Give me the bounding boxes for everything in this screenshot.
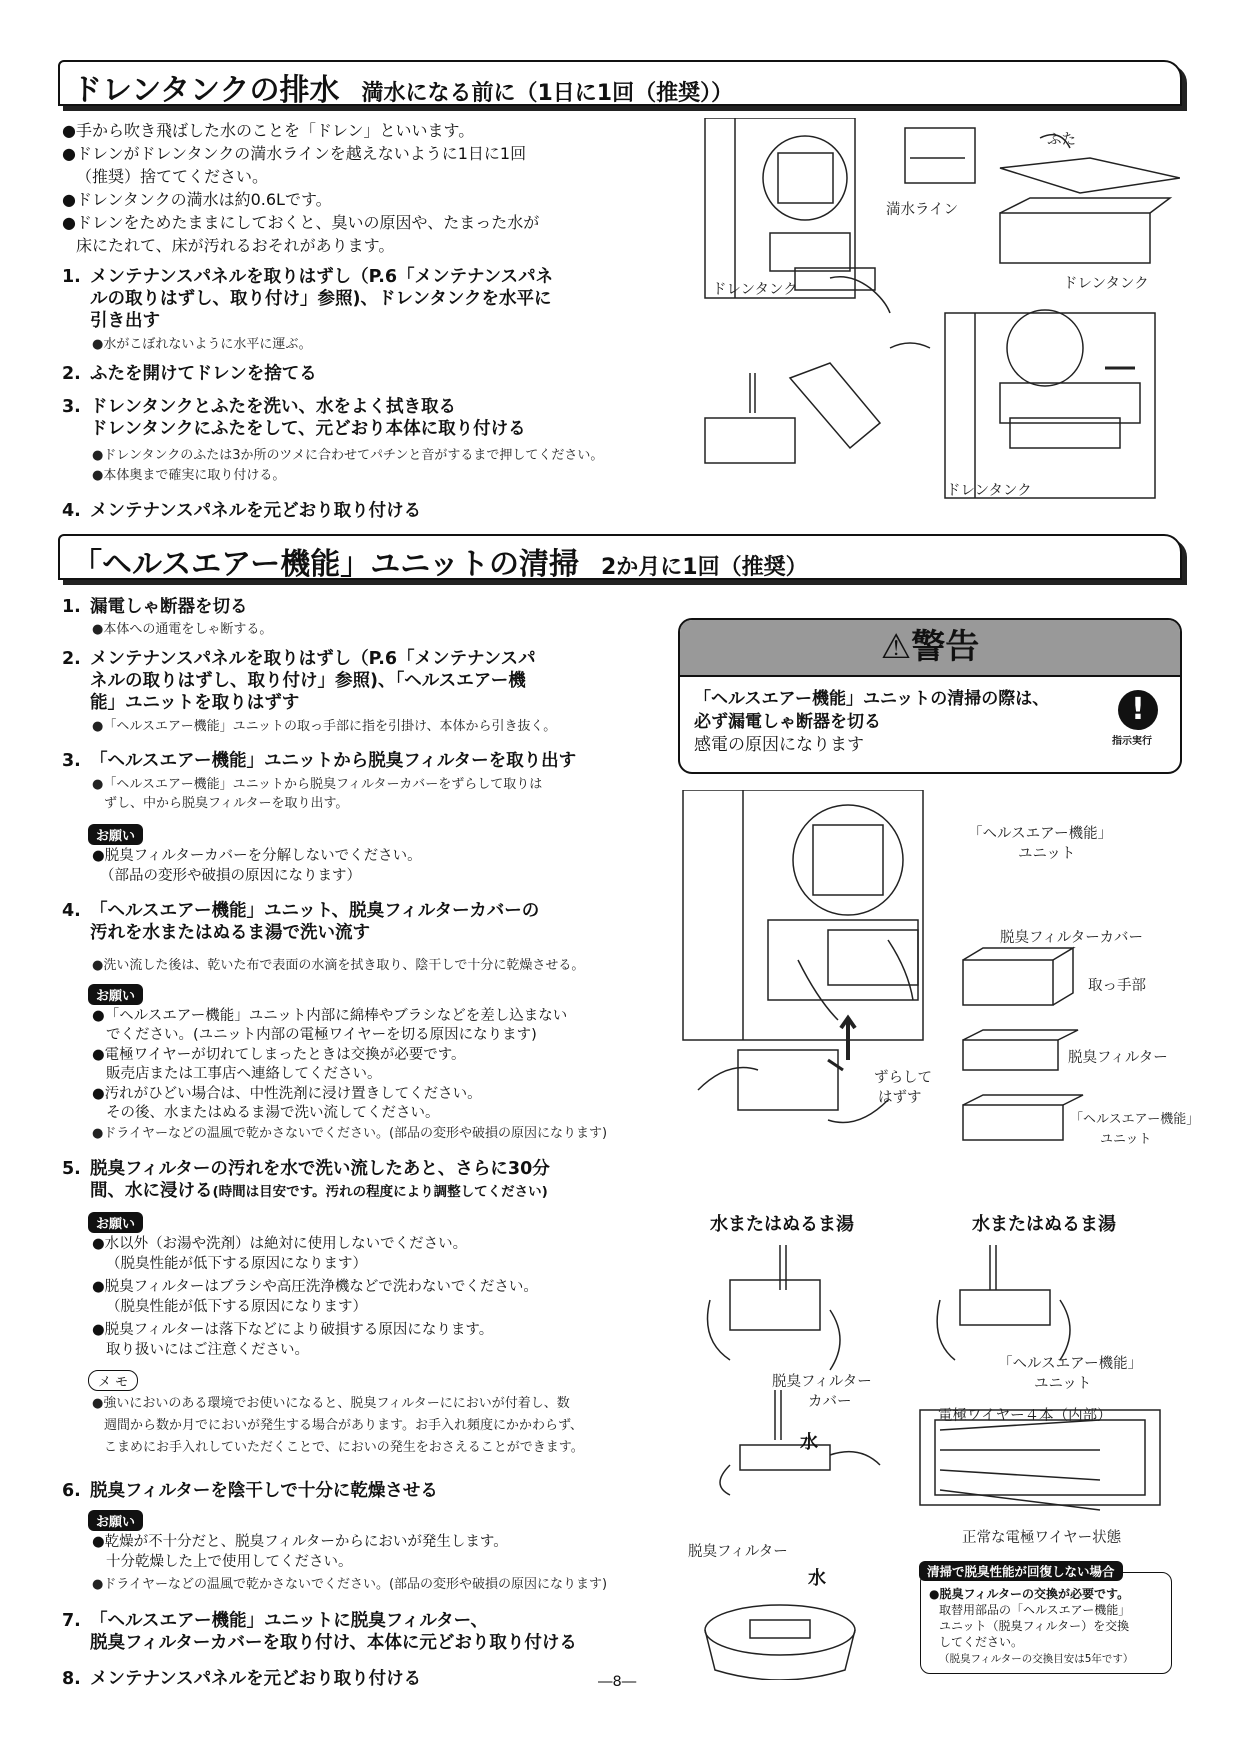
label-electrode-wire: 電極ワイヤー４本（内部） <box>938 1408 1112 1424</box>
label-filter-cover: カバー <box>808 1394 852 1410</box>
warning-line2: 必ず漏電しゃ断器を切る <box>694 712 881 732</box>
s1-step1: 1. メンテナンスパネルを取りはずし（P.6「メンテナンスパネ ルの取りはずし、取り付け」参照)、ドレンタンクを水平に 引き出す <box>62 267 554 331</box>
label-water-or-warm: 水またはぬるま湯 <box>710 1214 854 1235</box>
recovery-line: ●脱臭フィルターの交換が必要です。 <box>929 1587 1130 1601</box>
onegai2-line: 販売店または工事店へ連絡してください。 <box>106 1066 382 1082</box>
section1-header <box>58 60 1182 106</box>
s2-step3: 3. 「ヘルスエアー機能」ユニットから脱臭フィルターを取り出す <box>62 751 577 771</box>
onegai3-line: ●脱臭フィルターは落下などにより破損する原因になります。 <box>92 1322 494 1338</box>
s1-step1-note: ●水がこぼれないように水平に運ぶ。 <box>92 337 312 352</box>
s1-step2: 2. ふたを開けてドレンを捨てる <box>62 364 317 384</box>
onegai3-line: ●脱臭フィルターはブラシや高圧洗浄機などで洗わないでください。 <box>92 1279 538 1295</box>
s2-step6: 6. 脱臭フィルターを陰干しで十分に乾燥させる <box>62 1481 438 1501</box>
s1-bullet: ●ドレンがドレンタンクの満水ラインを越えないように1日に1回 <box>62 144 527 163</box>
s1-step3-note: ●本体奥まで確実に取り付ける。 <box>92 468 286 483</box>
onegai-tag: お願い <box>88 824 143 845</box>
onegai-tag: お願い <box>88 1212 143 1233</box>
section1-title: ドレンタンクの排水 <box>72 73 340 108</box>
page-number: ―8― <box>598 1674 637 1690</box>
s2-step3-note: ●「ヘルスエアー機能」ユニットから脱臭フィルターカバーをずらして取りは <box>92 777 543 792</box>
s1-bullet: ●ドレンタンクの満水は約0.6Lです。 <box>62 190 332 209</box>
onegai2-line: ●ドライヤーなどの温風で乾かさないでください。(部品の変形や破損の原因になります) <box>92 1126 608 1141</box>
label-water-or-warm: 水またはぬるま湯 <box>972 1214 1116 1235</box>
label-health-air-unit: 「ヘルスエアー機能」 <box>968 826 1113 842</box>
s2-step1: 1. 漏電しゃ断器を切る <box>62 597 248 617</box>
s2-step7: 7. 「ヘルスエアー機能」ユニットに脱臭フィルター、 脱臭フィルターカバーを取り付け、本体に元どおり取り付ける <box>62 1611 577 1653</box>
label-mansui-line: 満水ライン <box>886 202 959 218</box>
label-health-air-unit: ユニット <box>1034 1376 1092 1392</box>
label-deodorizing-filter: 脱臭フィルター <box>688 1544 788 1560</box>
s1-step3-note: ●ドレンタンクのふたは3か所のツメに合わせてパチンと音がするまで押してください。 <box>92 448 604 463</box>
label-water: 水 <box>800 1432 818 1453</box>
s1-bullet: ●ドレンをためたままにしておくと、臭いの原因や、たまった水が <box>62 213 540 232</box>
section1-subtitle: 満水になる前に（1日に1回（推奨）） <box>361 81 734 106</box>
label-drain-tank: ドレンタンク <box>712 282 798 298</box>
drain-tank-illustration <box>700 118 1180 503</box>
label-filter-cover: 脱臭フィルター <box>772 1374 872 1390</box>
label-handle: 取っ手部 <box>1088 978 1146 994</box>
s1-bullet: 床にたれて、床が汚れるおそれがあります。 <box>76 236 395 255</box>
s2-step1-note: ●本体への通電をしゃ断する。 <box>92 622 273 637</box>
onegai4-line: ●ドライヤーなどの温風で乾かさないでください。(部品の変形や破損の原因になります) <box>92 1577 608 1592</box>
label-slide: はずす <box>878 1090 922 1106</box>
onegai3-line: ●水以外（お湯や洗剤）は絶対に使用しないでください。 <box>92 1236 468 1252</box>
mandatory-action-label: 指示実行 <box>1112 736 1152 747</box>
s1-bullet: （推奨）捨ててください。 <box>76 167 269 186</box>
s1-step4: 4. メンテナンスパネルを元どおり取り付ける <box>62 501 422 521</box>
label-deodorizing-filter: 脱臭フィルター <box>1068 1050 1168 1066</box>
warning-title: 警告 <box>911 627 980 667</box>
onegai2-line: ●電極ワイヤーが切れてしまったときは交換が必要です。 <box>92 1047 466 1063</box>
recovery-line: 取替用部品の「ヘルスエアー機能」 <box>939 1603 1131 1617</box>
recovery-line: ユニット（脱臭フィルター）を交換 <box>939 1619 1130 1633</box>
warning-line1: 「ヘルスエアー機能」ユニットの清掃の際は、 <box>694 689 1050 709</box>
section2-header <box>58 534 1182 580</box>
label-drain-tank: ドレンタンク <box>946 483 1032 499</box>
onegai1-line: （部品の変形や破損の原因になります） <box>100 868 361 884</box>
onegai-tag: お願い <box>88 1510 143 1531</box>
onegai3-line: 取り扱いにはご注意ください。 <box>106 1342 309 1358</box>
s2-step5: 5. 脱臭フィルターの汚れを水で洗い流したあと、さらに30分 間、水に浸ける(時間は目安です。汚れの程度により調整してください) <box>62 1159 550 1201</box>
s1-bullet: ●手から吹き飛ばした水のことを「ドレン」といいます。 <box>62 121 475 140</box>
onegai4-line: ●乾燥が不十分だと、脱臭フィルターからにおいが発生します。 <box>92 1534 508 1550</box>
memo-line: こまめにお手入れしていただくことで、においの発生をおさえることができます。 <box>104 1440 584 1455</box>
s1-step3: 3. ドレンタンクとふたを洗い、水をよく拭き取る ドレンタンクにふたをして、元どおり本体に取り付ける <box>62 397 526 439</box>
section2-title: 「ヘルスエアー機能」ユニットの清掃 <box>72 547 579 582</box>
label-slide: ずらして <box>874 1070 932 1086</box>
warning-line3: 感電の原因になります <box>694 735 864 755</box>
label-water: 水 <box>808 1568 826 1589</box>
memo-line: 週間から数か月でにおいが発生する場合があります。お手入れ頻度にかかわらず、 <box>104 1418 583 1433</box>
onegai2-line: その後、水またはぬるま湯で洗い流してください。 <box>106 1105 440 1121</box>
s2-step8: 8. メンテナンスパネルを元どおり取り付ける <box>62 1669 422 1689</box>
onegai3-line: （脱臭性能が低下する原因になります） <box>106 1256 367 1272</box>
warning-box <box>678 618 1182 774</box>
recovery-line: （脱臭フィルターの交換目安は5年です） <box>939 1653 1134 1665</box>
onegai3-line: （脱臭性能が低下する原因になります） <box>106 1299 367 1315</box>
recovery-title: 清掃で脱臭性能が回復しない場合 <box>919 1561 1123 1581</box>
s2-step2: 2. メンテナンスパネルを取りはずし（P.6「メンテナンスパ ネルの取りはずし、取り付け」参照)、「ヘルスエアー機 能」ユニットを取りはずす <box>62 649 536 713</box>
s2-step2-note: ●「ヘルスエアー機能」ユニットの取っ手部に指を引掛け、本体から引き抜く。 <box>92 719 557 734</box>
label-futa: ふた <box>1047 132 1076 148</box>
label-health-air-unit: ユニット <box>1018 846 1076 862</box>
onegai2-line: ●汚れがひどい場合は、中性洗剤に浸け置きしてください。 <box>92 1086 482 1102</box>
onegai-tag: お願い <box>88 984 143 1005</box>
label-health-air-unit: 「ヘルスエアー機能」 <box>1070 1112 1200 1127</box>
label-health-air-unit: 「ヘルスエアー機能」 <box>998 1356 1143 1372</box>
label-drain-tank: ドレンタンク <box>1063 276 1149 292</box>
onegai2-line: でください。(ユニット内部の電極ワイヤーを切る原因になります) <box>106 1027 537 1043</box>
section2-subtitle: 2か月に1回（推奨） <box>601 555 808 580</box>
recovery-line: してください。 <box>939 1635 1024 1649</box>
recovery-box <box>920 1564 1172 1674</box>
onegai1-line: ●脱臭フィルターカバーを分解しないでください。 <box>92 848 422 864</box>
label-filter-cover: 脱臭フィルターカバー <box>1000 930 1143 946</box>
memo-tag: メ モ <box>88 1370 138 1391</box>
s2-step3-note: ずし、中から脱臭フィルターを取り出す。 <box>104 796 349 811</box>
label-normal-wire: 正常な電極ワイヤー状態 <box>962 1530 1122 1546</box>
label-health-air-unit: ユニット <box>1100 1132 1152 1147</box>
s2-step4-note: ●洗い流した後は、乾いた布で表面の水滴を拭き取り、陰干しで十分に乾燥させる。 <box>92 958 585 973</box>
s2-step4: 4. 「ヘルスエアー機能」ユニット、脱臭フィルターカバーの 汚れを水またはぬるま湯で洗い流す <box>62 901 540 943</box>
mandatory-action-icon: ! <box>1118 690 1158 730</box>
warning-triangle-icon: ⚠ <box>880 627 912 667</box>
onegai2-line: ●「ヘルスエアー機能」ユニット内部に綿棒やブラシなどを差し込まない <box>92 1008 568 1024</box>
memo-line: ●強いにおいのある環境でお使いになると、脱臭フィルターににおいが付着し、数 <box>92 1396 570 1411</box>
onegai4-line: 十分乾燥した上で使用してください。 <box>106 1554 353 1570</box>
